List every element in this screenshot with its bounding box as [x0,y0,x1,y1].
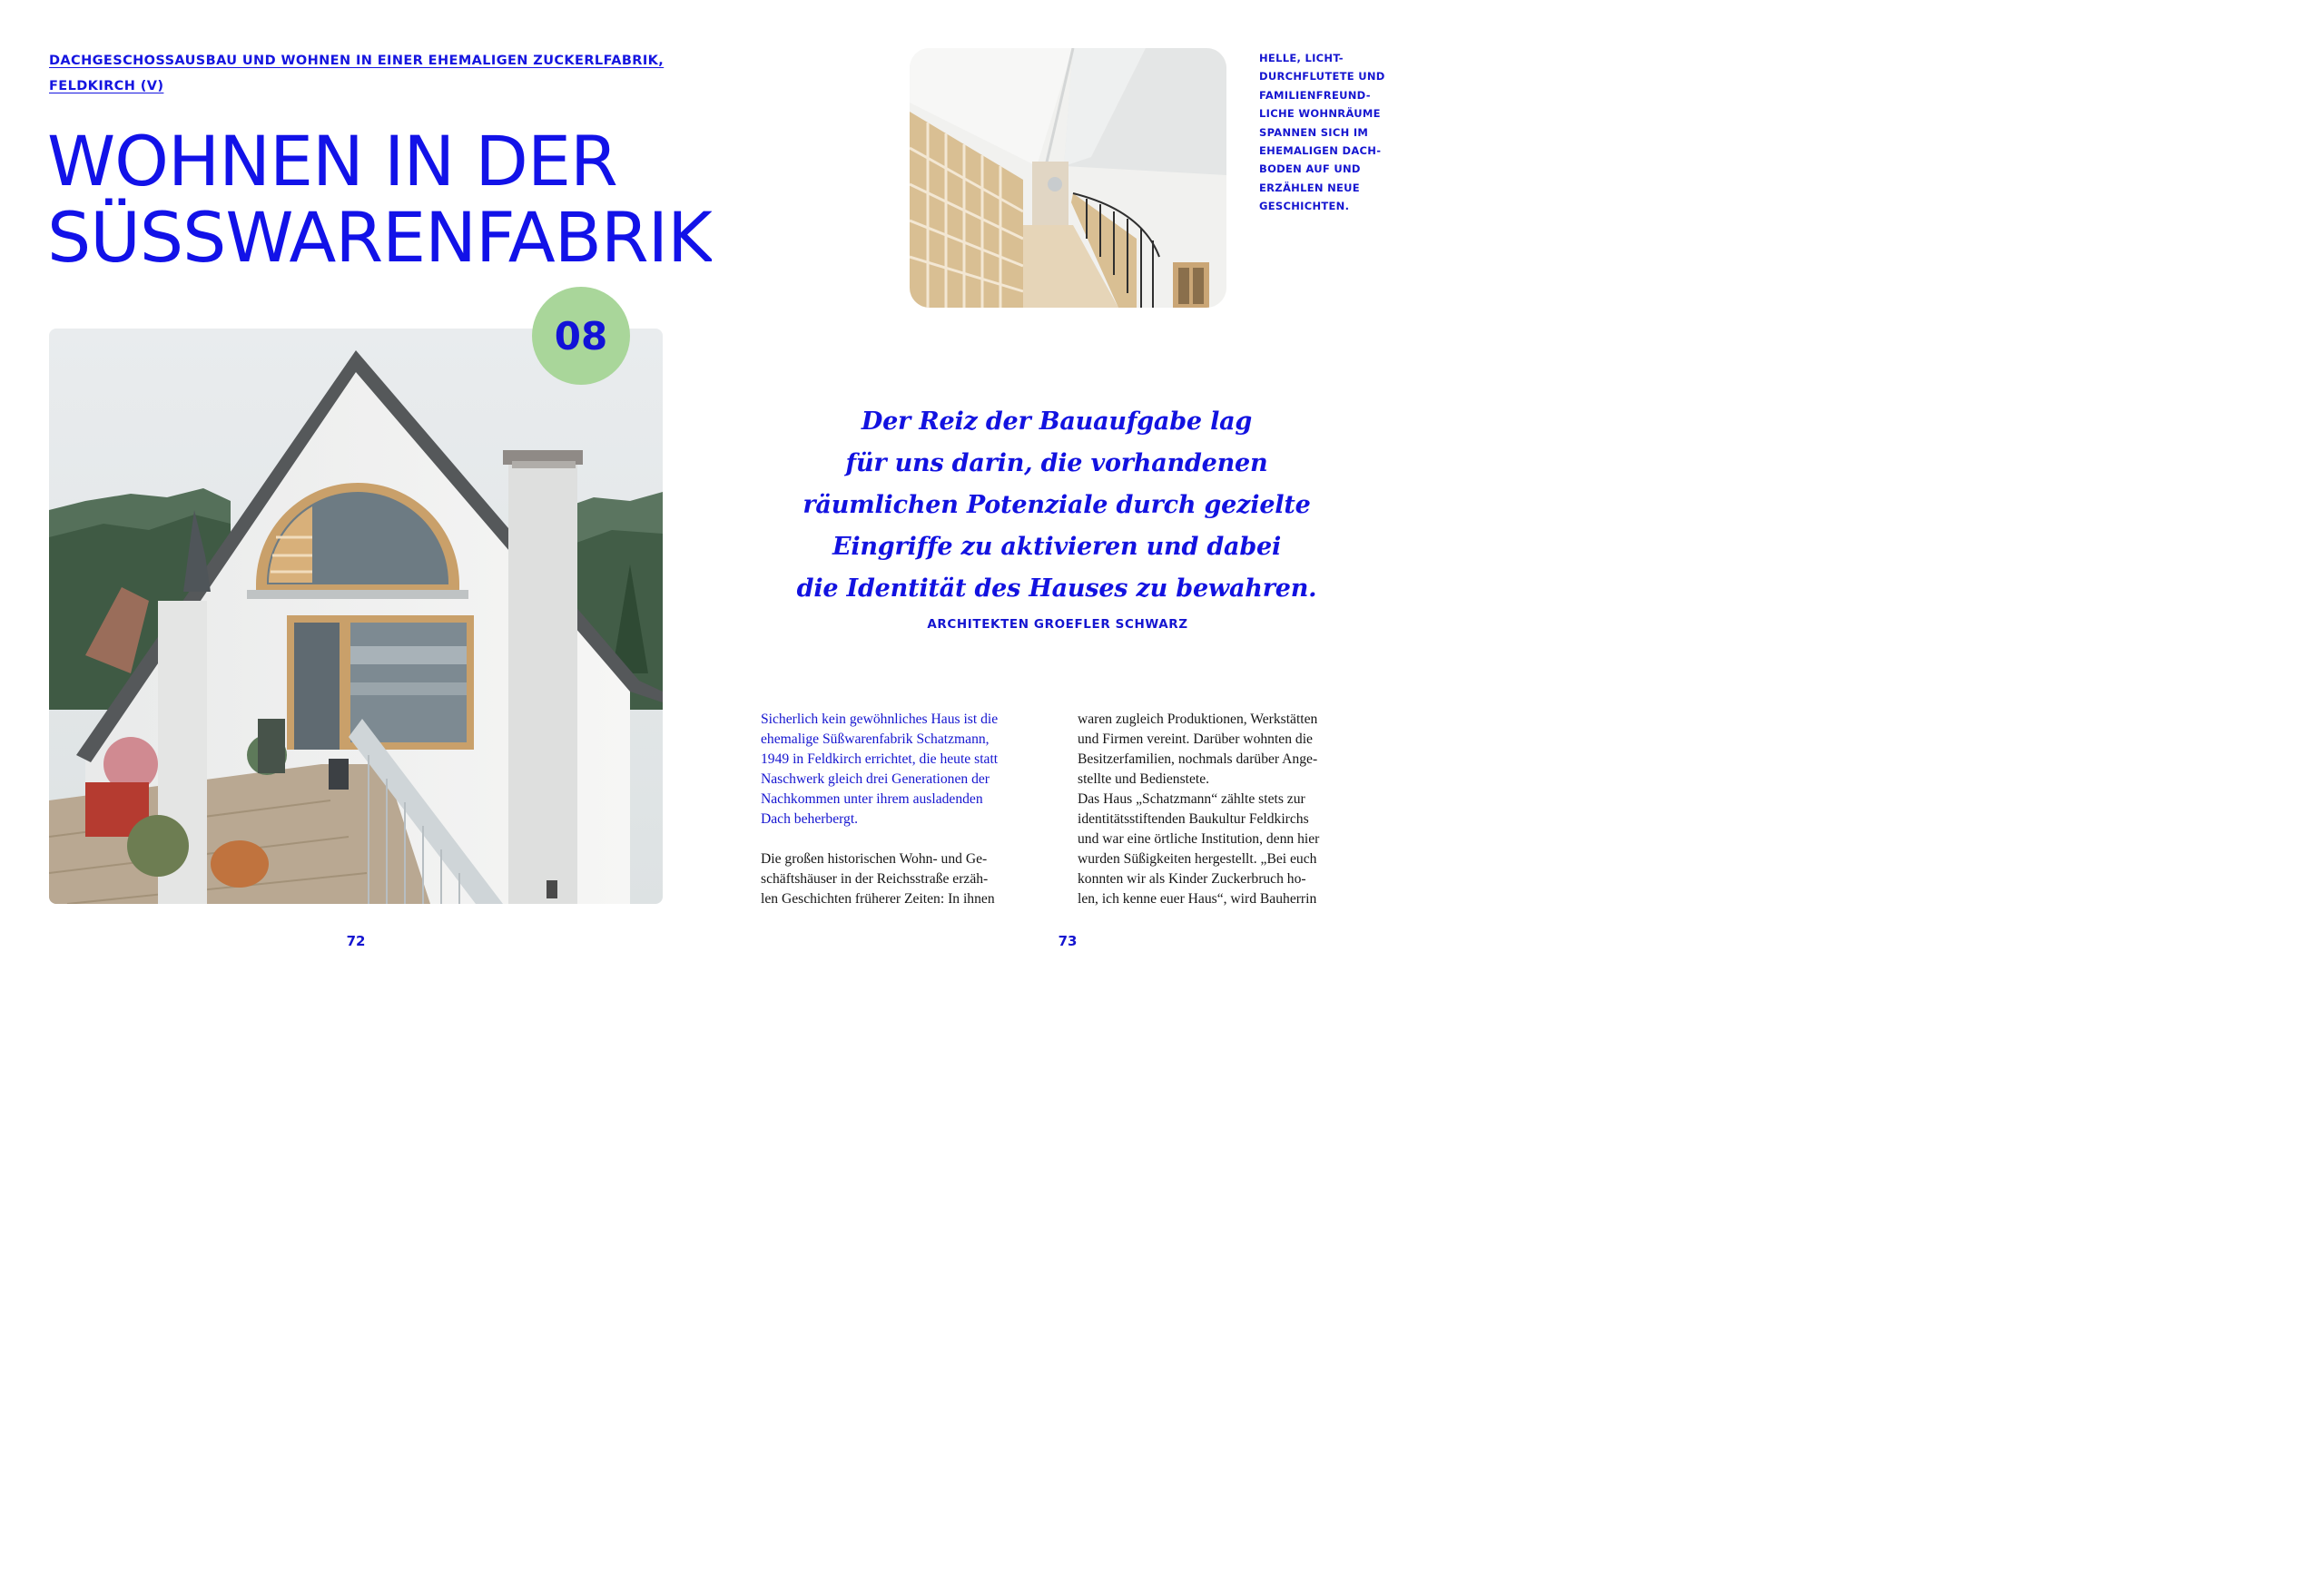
text-line: stellte und Bedienstete. [1078,771,1210,787]
text-line: Naschwerk gleich drei Generationen der [761,771,990,787]
article-number-badge [532,287,630,385]
caption-line: FAMILIENFREUND- [1259,88,1371,102]
house-exterior-illustration [49,329,663,904]
caption-line: LICHE WOHNRÄUME [1259,107,1381,121]
caption-line: GESCHICHTEN. [1259,200,1350,213]
headline-line: WOHNEN IN DER [47,121,617,201]
caption-line: HELLE, LICHT- [1259,52,1344,64]
body-column-2 [1078,710,1377,909]
text-line: ehemalige Süßwarenfabrik Schatzmann, [761,731,990,747]
text-line: Die großen historischen Wohn- und Ge- [761,851,988,867]
page-number: 72 [346,933,366,949]
text-line: Dach beherbergt. [761,811,859,827]
caption-line: SPANNEN SICH IM [1259,125,1369,139]
text-line: und Firmen vereint. Darüber wohnten die [1078,731,1313,747]
right-page [712,0,1423,974]
caption-line: ERZÄHLEN NEUE [1259,181,1360,194]
text-line: wurden Süßigkeiten hergestellt. „Bei euch [1078,851,1317,867]
page-number: 73 [1058,933,1078,949]
attic-interior-illustration [910,48,1226,308]
body-paragraph [761,849,1060,909]
article-kicker [49,48,684,99]
text-line: identitätsstiftenden Baukultur Feldkirchs [1078,811,1309,827]
left-page [0,0,712,974]
kicker-line: FELDKIRCH (V) [49,79,164,93]
house-exterior-photo [49,329,663,904]
text-line: Das Haus „Schatzmann“ zählte stets zur [1078,791,1305,807]
lead-paragraph [761,710,1060,829]
quote-line: die Identität des Hauses zu bewahren. [796,574,1317,603]
text-line: konnten wir als Kinder Zuckerbruch ho- [1078,871,1306,887]
caption-line: EHEMALIGEN DACH- [1259,144,1382,158]
caption-line: BODEN AUF UND [1259,162,1361,176]
quote-line: Der Reiz der Bauaufgabe lag [861,407,1253,436]
quote-line: für uns darin, die vorhandenen [845,449,1268,477]
kicker-line: DACHGESCHOSSAUSBAU UND WOHNEN IN EINER EHEMALIGEN ZUCKERLFABRIK, [49,54,665,68]
quote-line: Eingriffe zu aktivieren und dabei [832,533,1282,561]
text-line: und war eine örtliche Institution, denn hier [1078,831,1320,847]
text-line: waren zugleich Produktionen, Werkstätten [1078,712,1318,727]
attic-interior-photo [910,48,1226,308]
text-line: len Geschichten früherer Zeiten: In ihnen [761,891,995,907]
text-line: Besitzerfamilien, nochmals darüber Ange- [1078,751,1318,767]
text-line: schäftshäuser in der Reichsstraße erzäh- [761,871,989,887]
photo-caption [1259,49,1413,216]
paragraph-gap [761,829,1060,849]
text-line: Nachkommen unter ihrem ausladenden [761,791,983,807]
badge-number: 08 [554,313,608,358]
quote-line: räumlichen Potenziale durch gezielte [803,491,1311,519]
text-line: len, ich kenne euer Haus“, wird Bauherrin [1078,891,1317,907]
caption-line: DURCHFLUTETE UND [1259,70,1385,83]
quote-author: ARCHITEKTEN GROEFLER SCHWARZ [927,617,1188,632]
pull-quote [793,401,1320,610]
body-column-1 [761,710,1060,909]
article-headline [47,121,712,278]
text-line: Sicherlich kein gewöhnliches Haus ist die [761,712,999,727]
headline-line: SÜSSWARENFABRIK [47,197,712,278]
text-line: 1949 in Feldkirch errichtet, die heute statt [761,751,999,767]
